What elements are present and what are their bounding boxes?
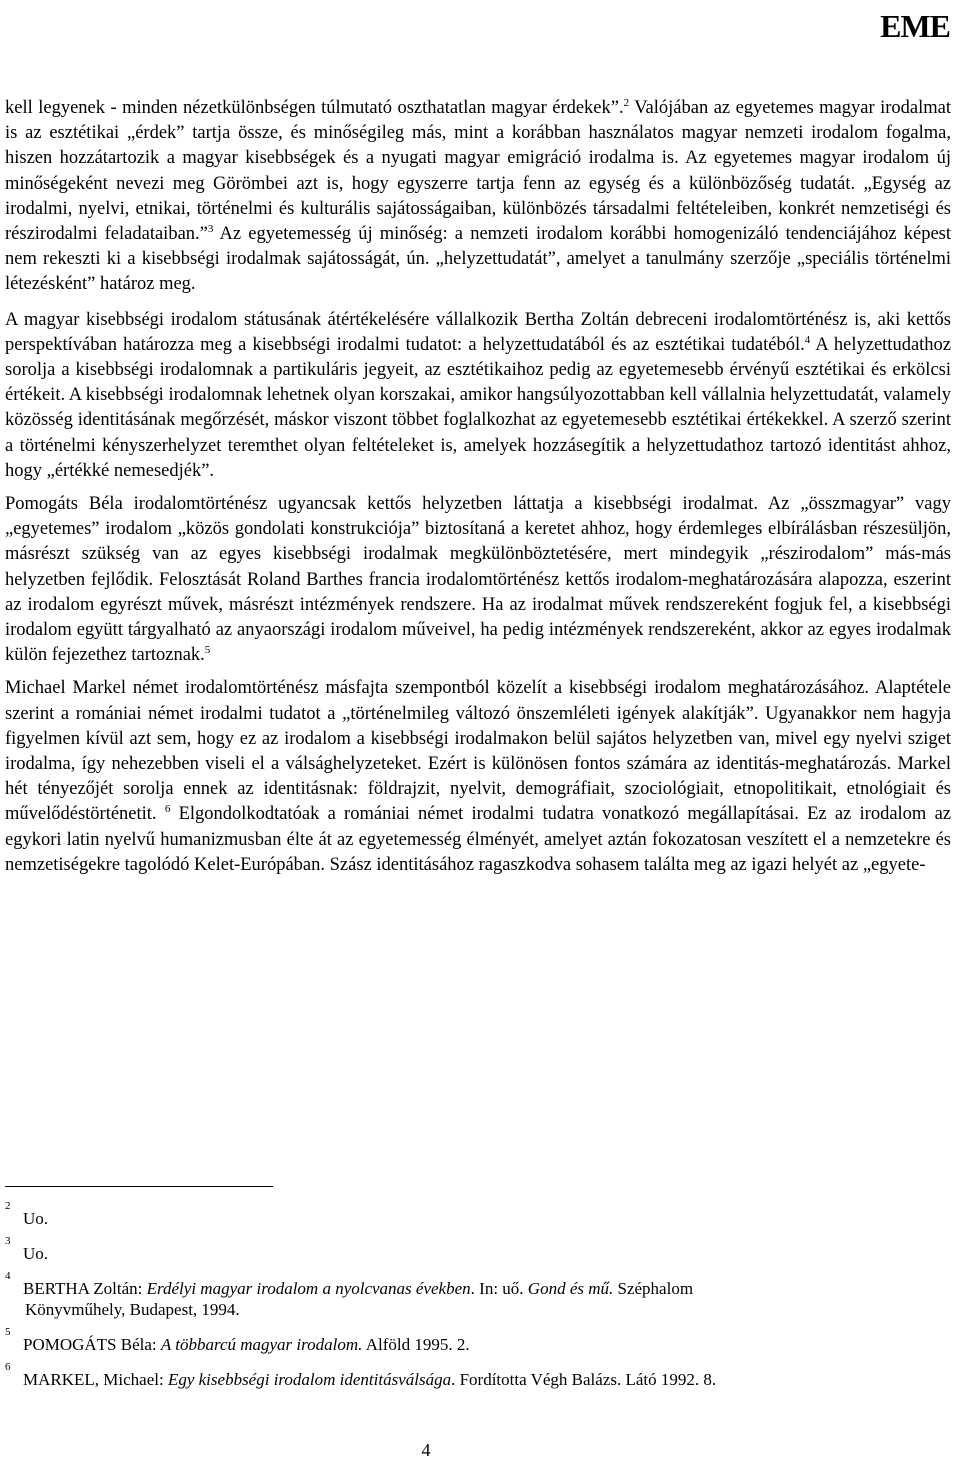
paragraph-3: Pomogáts Béla irodalomtörténész ugyancsak kettős helyzetben láttatja a kisebbségi irodalmat. Az „összmagyar” vagy „egyetemes” irodalom „közös gondolati konstrukciója” biztosítaná a keretet ahhoz, hogy érdemleges elbírálásban részesüljön, másrészt szükség van az egyes kisebbségi irodalmak megkülönböztetésére, mert mindegyik „részirodalom” más-más helyzetben fejlődik. Felosztását Roland Barthes francia irodalomtörténész kettős irodalom-meghatározására alapozza, eszerint az irodalom egyrészt művek, másrészt intézmények rendszere. Ha az irodalmat művek rendszereként fogjuk fel, a kisebbségi irodalom együtt tárgyalható az anyaországi irodalom műveivel, ha pedig intézmények rendszereként, akkor az egyes irodalmak külön fejezethez tartoznak.$^5$	[5, 494, 951, 666]
footnote-number: 4	[5, 1270, 11, 1282]
page-number: 4	[421, 1440, 431, 1460]
footnote-4: 4 BERTHA Zoltán: Erdélyi magyar irodalom a nyolcvanas években. In: uő. Gond és mű. Széphalom Könyvműhely, Budapest, 1994.	[5, 1270, 694, 1319]
paragraph-1: kell legyenek - minden nézetkülönbségen túlmutató oszthatatlan magyar érdekek”.$^2$ Valójában az egyetemes magyar irodalmat is az esztétikai „érdek” tartja össze, és minőségileg más, mint a korábban használatos magyar nemzeti irodalom fogalma, hiszen hozzátartozik a magyar kisebbségek és a nyugati magyar emigráció irodalma is. Az egyetemes magyar irodalom új minőségeként nevezi meg Görömbei azt is, hogy egyszerre tartja fenn az egység és a különbözőség tudatát. „Egység az irodalmi, nyelvi, etnikai, történelmi és kulturális sajátosságaiban, különbözés társadalmi feltételeiben, konkrét nemzetiségi és részirodalmi feladataiban.”$^3$ Az egyetemesség új minőség: a nemzeti irodalom korábbi homogenizáló tendenciájához képest nem rekeszti ki a kisebbségi irodalmak sajátosságát, ún. „helyzettudatát”, amelyet a tanulmány szerzője „speciális történelmi létezésként” határoz meg.	[5, 97, 951, 295]
footnote-5: 5 POMOGÁTS Béla: A többarcú magyar irodalom. Alföld 1995. 2.	[5, 1326, 470, 1354]
cited-title: Gond és mű.	[527, 1279, 614, 1298]
footnote-3: 3 Uo.	[5, 1235, 49, 1263]
footnote-2: 2 Uo.	[5, 1200, 49, 1228]
footnote-number: 2	[5, 1200, 11, 1212]
footnote-number: 3	[5, 1235, 11, 1247]
footnote-number: 6	[5, 1361, 11, 1373]
footnote-separator	[5, 1186, 273, 1187]
footnote-ref-6[interactable]: 6	[164, 803, 171, 816]
footnote-ref-2[interactable]: 2	[623, 97, 630, 109]
footnote-number: 5	[5, 1326, 11, 1338]
cited-title: Egy kisebbségi irodalom identitásválsága	[167, 1370, 452, 1389]
footnotes	[5, 1200, 951, 1404]
paragraph-2: A magyar kisebbségi irodalom státusának átértékelésére vállalkozik Bertha Zoltán debreceni irodalomtörténész is, aki kettős perspektívában határozza meg a kisebbségi irodalmi tudatot: a helyzettudatából és az esztétikai tudatéból.$^4$ A helyzettudathoz sorolja a kisebbségi irodalomnak a partikuláris jegyeit, az esztétikaihoz pedig az egyetemesebb érvényű esztétikai és erkölcsi értékeit. A kisebbségi irodalomnak lehetnek olyan korszakai, amikor hangsúlyozottabban kell vállalnia helyzettudatát, valamely közösség identitásának megőrzését, máskor viszont többet foglalkozhat az egyetemesebb esztétikai értékekkel. A szerző szerint a történelmi kényszerhelyzet teremthet olyan feltételeket is, amelyek hozzásegítik a helyzettudathoz tartozó identitást ahhoz, hogy „értékké nemesedjék”.	[5, 309, 952, 481]
publisher-logo: EME	[880, 8, 950, 44]
footnote-ref-4[interactable]: 4	[804, 333, 811, 346]
footnote-ref-5[interactable]: 5	[204, 644, 211, 657]
cited-title: A többarcú magyar irodalom.	[160, 1335, 363, 1354]
body-text	[5, 96, 951, 886]
paragraph-4: Michael Markel német irodalomtörténész másfajta szempontból közelít a kisebbségi irodalom meghatározásához. Alaptétele szerint a romániai német irodalmi tudatot a „történelmileg változó önszemléleti igények alakítják”. Ugyanakkor nem hagyja figyelmen kívül azt sem, hogy ez az irodalom a kisebbségi irodalmakon belül sajátos helyzetben van, mivel egy nyelvi sziget irodalma, így nehezebben viseli el a válsághelyzeteket. Ezért is különösen fontos számára az identitás-meghatározás. Markel hét tényezőjét sorolja ennek az identitásnak: földrajzit, nyelvit, demográfiait, szociológiait, etnopolitikait, etnológiait és művelődéstörténetit. $^6$ Elgondolkodtatóak a romániai német irodalmi tudatra vonatkozó megállapításai. Ez az irodalom az egykori latin nyelvű humanizmusban élte át az egyetemesség élményét, amelyet aztán fokozatosan veszített el a nemzetekre és nemzetiségekre tagolódó Kelet-Európában. Szász identitásához ragaszkodva sohasem találta meg az igazi helyét az „egyete-	[5, 678, 951, 875]
cited-title: Erdélyi magyar irodalom a nyolcvanas években	[146, 1279, 471, 1298]
footnote-ref-3[interactable]: 3	[207, 223, 214, 236]
footnote-6: 6 MARKEL, Michael: Egy kisebbségi irodalom identitásválsága. Fordította Végh Balázs. Látó 1992. 8.	[5, 1361, 717, 1389]
